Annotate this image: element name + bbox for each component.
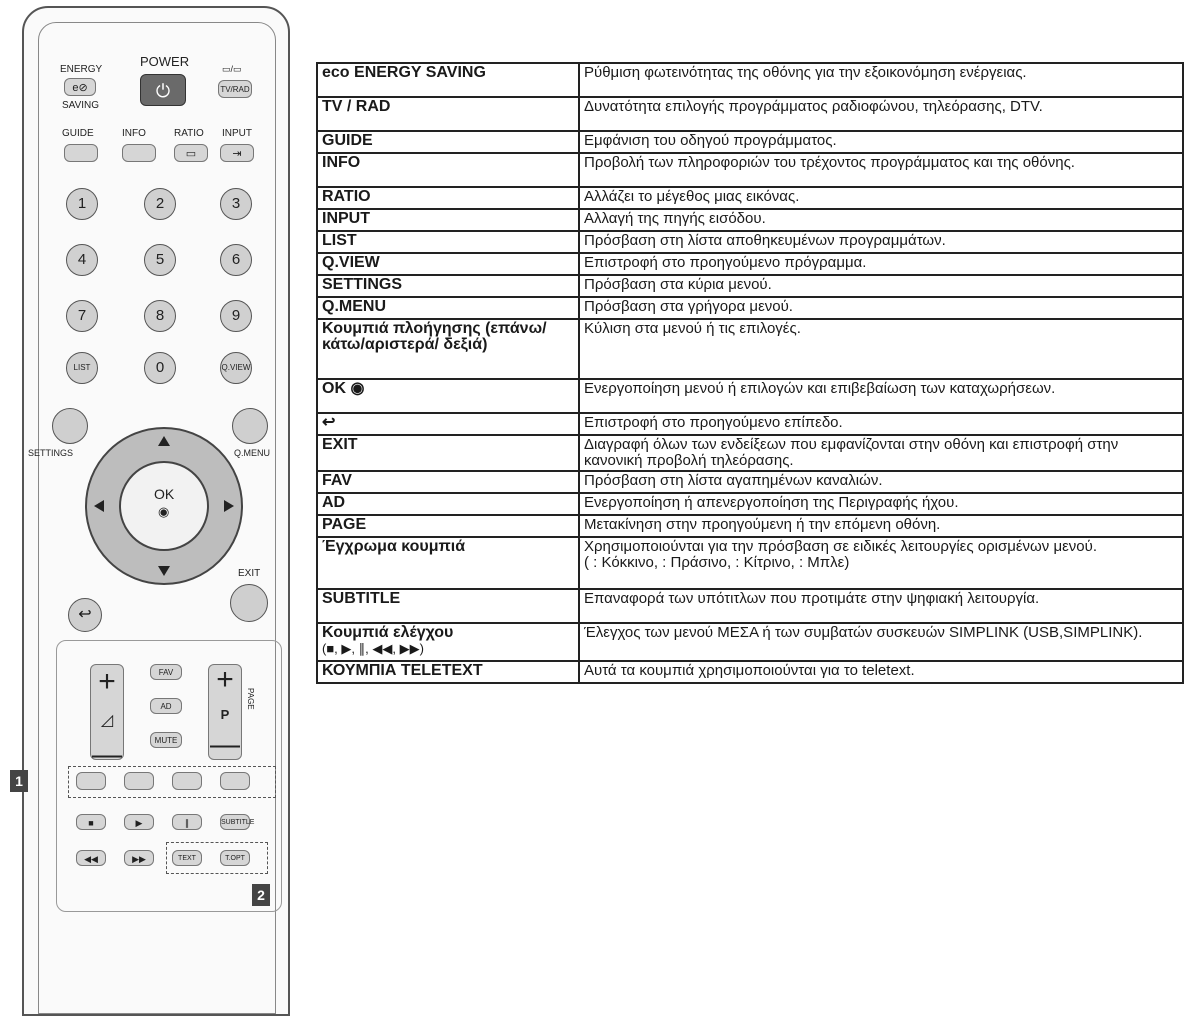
callout-badge-1: 1 bbox=[10, 770, 28, 792]
red-button[interactable] bbox=[76, 772, 106, 790]
row-key-text: Q.VIEW bbox=[322, 254, 380, 271]
guide-label: GUIDE bbox=[62, 128, 94, 139]
power-icon: ⏻ bbox=[155, 81, 171, 101]
guide-button[interactable] bbox=[64, 144, 98, 162]
table-row bbox=[317, 231, 1183, 253]
table-row bbox=[317, 275, 1183, 297]
row-description-colors: ( : Κόκκινο, : Πράσινο, : Κίτρινο, : Μπλε) bbox=[584, 554, 850, 571]
ok-button[interactable]: ◉ bbox=[158, 504, 170, 519]
row-key bbox=[317, 187, 579, 209]
row-key-text: PAGE bbox=[322, 516, 367, 533]
yellow-button[interactable] bbox=[172, 772, 202, 790]
table-row bbox=[317, 319, 1183, 379]
page-label: PAGE bbox=[246, 688, 255, 710]
row-description-text: Επιστροφή στο προηγούμενο επίπεδο. bbox=[584, 414, 843, 431]
table-row bbox=[317, 493, 1183, 515]
rewind-button[interactable]: ◀◀ bbox=[76, 850, 106, 866]
back-button[interactable] bbox=[68, 598, 102, 632]
info-label: INFO bbox=[122, 128, 146, 139]
row-key-text: FAV bbox=[322, 472, 352, 489]
stop-button[interactable]: ■ bbox=[76, 814, 106, 830]
blue-button[interactable] bbox=[220, 772, 250, 790]
row-key-text: INPUT bbox=[322, 210, 370, 227]
table-row bbox=[317, 153, 1183, 187]
row-key bbox=[317, 63, 579, 97]
table-row bbox=[317, 537, 1183, 589]
row-description bbox=[579, 153, 1183, 187]
row-description-text: Επαναφορά των υπότιτλων που προτιμάτε στην ψηφιακή λειτουργία. bbox=[584, 590, 1040, 607]
table-row bbox=[317, 471, 1183, 493]
row-description bbox=[579, 209, 1183, 231]
row-description-text: Προβολή των πληροφοριών του τρέχοντος προγράμματος και της οθόνης. bbox=[584, 154, 1075, 171]
row-description-text: Πρόσβαση στη λίστα αγαπημένων καναλιών. bbox=[584, 472, 883, 489]
t-opt-button[interactable]: T.OPT bbox=[220, 850, 250, 866]
energy-saving-button[interactable]: e⊘ bbox=[64, 78, 96, 96]
row-description bbox=[579, 253, 1183, 275]
row-key-text: EXIT bbox=[322, 436, 358, 453]
row-description bbox=[579, 231, 1183, 253]
row-key bbox=[317, 661, 579, 683]
row-key bbox=[317, 379, 579, 413]
row-key bbox=[317, 275, 579, 297]
row-key bbox=[317, 515, 579, 537]
number-button-2[interactable]: 2 bbox=[144, 188, 176, 220]
green-button[interactable] bbox=[124, 772, 154, 790]
row-key-text: SETTINGS bbox=[322, 276, 403, 293]
row-description-text: Αλλάζει το μέγεθος μιας εικόνας. bbox=[584, 188, 800, 205]
row-description-text: Πρόσβαση στη λίστα αποθηκευμένων προγραμμάτων. bbox=[584, 232, 946, 249]
row-key-text: ↩ bbox=[322, 414, 336, 431]
number-button-4[interactable]: 4 bbox=[66, 244, 98, 276]
row-key-text: eco ENERGY SAVING bbox=[322, 64, 486, 81]
pause-button[interactable]: ∥ bbox=[172, 814, 202, 830]
row-key bbox=[317, 493, 579, 515]
row-key-text: Κουμπιά πλοήγησης (επάνω/κάτω/αριστερά/ δεξιά) bbox=[322, 320, 547, 353]
row-key bbox=[317, 153, 579, 187]
row-key-text: TV / RAD bbox=[322, 98, 391, 115]
row-description bbox=[579, 63, 1183, 97]
row-description-text: Ενεργοποίηση μενού ή επιλογών και επιβεβαίωση των καταχωρήσεων. bbox=[584, 380, 1056, 397]
energy-label: ENERGY bbox=[60, 64, 103, 75]
row-key bbox=[317, 231, 579, 253]
text-button[interactable]: TEXT bbox=[172, 850, 202, 866]
button-description-table bbox=[316, 62, 1184, 684]
row-key bbox=[317, 209, 579, 231]
row-key bbox=[317, 297, 579, 319]
power-label: POWER bbox=[140, 54, 190, 69]
row-description-text: Εμφάνιση του οδηγού προγράμματος. bbox=[584, 132, 837, 149]
row-key bbox=[317, 97, 579, 131]
number-button-8[interactable]: 8 bbox=[144, 300, 176, 332]
row-description bbox=[579, 515, 1183, 537]
number-button-5[interactable]: 5 bbox=[144, 244, 176, 276]
row-key bbox=[317, 589, 579, 623]
ok-label: OK bbox=[154, 486, 175, 502]
exit-button[interactable] bbox=[230, 584, 268, 622]
row-key bbox=[317, 253, 579, 275]
row-description-text: Ενεργοποίηση ή απενεργοποίηση της Περιγραφής ήχου. bbox=[584, 494, 959, 511]
row-key bbox=[317, 435, 579, 471]
settings-label: SETTINGS bbox=[28, 448, 74, 458]
ratio-label: RATIO bbox=[174, 128, 204, 139]
exit-label: EXIT bbox=[238, 568, 261, 579]
row-description-text: Αυτά τα κουμπιά χρησιμοποιούνται για το teletext. bbox=[584, 662, 915, 679]
row-description bbox=[579, 187, 1183, 209]
table-row bbox=[317, 131, 1183, 153]
subtitle-button[interactable]: SUBTITLE bbox=[220, 814, 250, 830]
ratio-button[interactable]: ▭ bbox=[174, 144, 208, 162]
row-description-text: Επιστροφή στο προηγούμενο πρόγραμμα. bbox=[584, 254, 867, 271]
remote-control-illustration bbox=[15, 6, 290, 1016]
row-key-text: Έγχρωμα κουμπιά bbox=[322, 538, 466, 555]
table-row bbox=[317, 661, 1183, 683]
row-key-text: RATIO bbox=[322, 188, 371, 205]
row-description bbox=[579, 589, 1183, 623]
table-row bbox=[317, 413, 1183, 435]
table-row bbox=[317, 63, 1183, 97]
back-icon: ↩ bbox=[78, 606, 92, 623]
q-view-button[interactable]: Q.VIEW bbox=[220, 352, 252, 384]
row-description bbox=[579, 379, 1183, 413]
number-button-6[interactable]: 6 bbox=[220, 244, 252, 276]
mute-button[interactable]: MUTE bbox=[150, 732, 182, 748]
input-label: INPUT bbox=[222, 128, 252, 139]
row-description-text: Μετακίνηση στην προηγούμενη ή την επόμενη οθόνη. bbox=[584, 516, 941, 533]
table-row bbox=[317, 209, 1183, 231]
number-button-1[interactable]: 1 bbox=[66, 188, 98, 220]
volume-rocker[interactable]: + ◿ — bbox=[92, 665, 122, 771]
number-button-7[interactable]: 7 bbox=[66, 300, 98, 332]
row-description-text: Πρόσβαση στα κύρια μενού. bbox=[584, 276, 772, 293]
number-button-9[interactable]: 9 bbox=[220, 300, 252, 332]
fav-button[interactable]: FAV bbox=[150, 664, 182, 680]
table-row bbox=[317, 515, 1183, 537]
saving-label: SAVING bbox=[62, 100, 100, 111]
row-description-text: Αλλαγή της πηγής εισόδου. bbox=[584, 210, 766, 227]
table-row bbox=[317, 379, 1183, 413]
callout-badge-2: 2 bbox=[252, 884, 270, 906]
table-row bbox=[317, 435, 1183, 471]
row-key bbox=[317, 131, 579, 153]
fast-forward-button[interactable]: ▶▶ bbox=[124, 850, 154, 866]
tvrad-icon: ▭/▭ bbox=[222, 64, 242, 74]
table-row bbox=[317, 187, 1183, 209]
row-description-text: Δυνατότητα επιλογής προγράμματος ραδιοφώνου, τηλεόρασης, DTV. bbox=[584, 98, 1043, 115]
row-description bbox=[579, 319, 1183, 379]
row-key bbox=[317, 413, 579, 435]
row-key-text: LIST bbox=[322, 232, 357, 249]
row-key-symbols: (■, ▶, ∥, ◀◀, ▶▶) bbox=[322, 641, 424, 656]
row-description bbox=[579, 297, 1183, 319]
row-description-text: Διαγραφή όλων των ενδείξεων που εμφανίζονται στην οθόνη και επιστροφή στην κανονική προβολή τηλεόρασης. bbox=[584, 436, 1119, 469]
table-row bbox=[317, 97, 1183, 131]
list-button[interactable]: LIST bbox=[66, 352, 98, 384]
row-key-text: INFO bbox=[322, 154, 361, 171]
row-key bbox=[317, 471, 579, 493]
row-description-text: Ρύθμιση φωτεινότητας της οθόνης για την εξοικονόμηση ενέργειας. bbox=[584, 64, 1027, 81]
program-rocker[interactable]: + P — bbox=[210, 663, 240, 761]
row-key bbox=[317, 319, 579, 379]
ad-button[interactable]: AD bbox=[150, 698, 182, 714]
row-description-text: Πρόσβαση στα γρήγορα μενού. bbox=[584, 298, 793, 315]
row-description bbox=[579, 275, 1183, 297]
table-row bbox=[317, 253, 1183, 275]
row-key-text: ΚΟΥΜΠΙΑ TELETEXT bbox=[322, 662, 483, 679]
row-description-text: Κύλιση στα μενού ή τις επιλογές. bbox=[584, 320, 801, 337]
q-menu-label: Q.MENU bbox=[234, 448, 270, 458]
input-button[interactable]: ⇥ bbox=[220, 144, 254, 162]
row-description bbox=[579, 623, 1183, 661]
row-description bbox=[579, 471, 1183, 493]
row-key bbox=[317, 623, 579, 661]
row-description bbox=[579, 413, 1183, 435]
row-key-text: OK ◉ bbox=[322, 380, 365, 397]
row-description bbox=[579, 493, 1183, 515]
row-key-text: Κουμπιά ελέγχου bbox=[322, 624, 454, 641]
table-row bbox=[317, 623, 1183, 661]
row-key-text: Q.MENU bbox=[322, 298, 386, 315]
table-row bbox=[317, 589, 1183, 623]
power-button[interactable] bbox=[140, 74, 186, 106]
number-button-0[interactable]: 0 bbox=[144, 352, 176, 384]
p-label: P bbox=[220, 707, 230, 722]
settings-button[interactable] bbox=[52, 408, 88, 444]
info-button[interactable] bbox=[122, 144, 156, 162]
row-description bbox=[579, 661, 1183, 683]
number-button-3[interactable]: 3 bbox=[220, 188, 252, 220]
row-key-text: GUIDE bbox=[322, 132, 373, 149]
tv-rad-button[interactable]: TV/RAD bbox=[218, 80, 252, 98]
row-description bbox=[579, 435, 1183, 471]
row-key-text: AD bbox=[322, 494, 346, 511]
row-description bbox=[579, 537, 1183, 589]
play-button[interactable]: ▶ bbox=[124, 814, 154, 830]
row-description bbox=[579, 131, 1183, 153]
row-description-text: Χρησιμοποιούνται για την πρόσβαση σε ειδικές λειτουργίες ορισμένων μενού. bbox=[584, 538, 1097, 555]
row-key bbox=[317, 537, 579, 589]
row-key-text: SUBTITLE bbox=[322, 590, 401, 607]
row-description-text: Έλεγχος των μενού ΜΕΣΑ ή των συμβατών συσκευών SIMPLINK (USB,SIMPLINK). bbox=[584, 624, 1143, 641]
table-row bbox=[317, 297, 1183, 319]
row-description bbox=[579, 97, 1183, 131]
